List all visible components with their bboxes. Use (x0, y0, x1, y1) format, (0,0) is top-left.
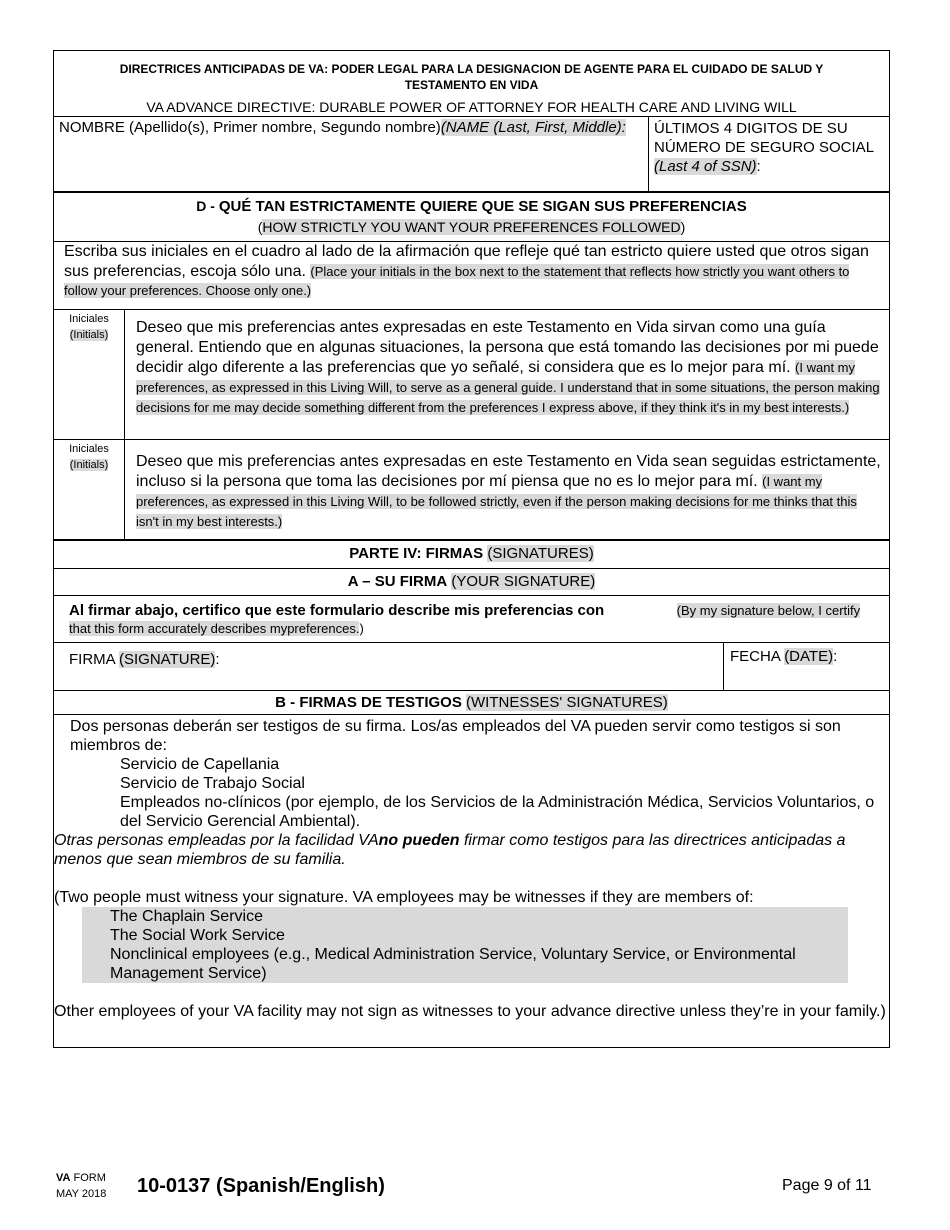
option-general-guide: Iniciales (Initials) Deseo que mis preferencias antes expresadas en este Testamento en Vida sirvan como una guía general. Entiendo que en algunas situaciones, la persona que está tomando las decisiones por mi puede decidir algo diferente a las preferencias que yo señalé, si considera que es lo mejor para mí. (I want my preferences, as expressed in this Living Will, to serve as a general guide. I understand that in some situations, the person making decisions for me may decide something different from the preferences I express above, if they think it's in my best interests.) (54, 309, 889, 439)
signature-date-row (54, 642, 889, 690)
witness-instructions: Dos personas deberán ser testigos de su firma. Los/as empleados del VA pueden servir como testigos si son miembros de: Servicio de Capellania Servicio de Trabajo Social Empleados no-clínicos (por ejemplo, de los Servicios de la Administración Médica, Servicios Voluntarios, o del Servicio Gerencial Ambiental). Otras personas empleadas por la facilidad VAno pueden firmar como testigos para las directrices anticipadas a menos que sean miembros de su familia. (Two people must witness your signature. VA employees may be witnesses if they are members of: The Chaplain Service The Social Work Service Nonclinical employees (e.g., Medical Administration Service, Voluntary Service, or Environmental Management Service) Other employees of your VA facility may not sign as witnesses to your advance directive unless they’re in your family.) (54, 714, 889, 1047)
section-b-heading: B - FIRMAS DE TESTIGOS (WITNESSES' SIGNATURES) (54, 690, 889, 714)
section-d-instructions: Escriba sus iniciales en el cuadro al lado de la afirmación que refleje qué tan estricto quiere usted que otros sigan sus preferencias, escoja sólo una. (Place your initials in the box next to the statement that reflects how strictly you want others to follow your preferences. Choose only one.) (54, 241, 889, 311)
form-number: 10-0137 (Spanish/English) (137, 1175, 385, 1197)
name-ssn-row (54, 116, 889, 191)
signature-field[interactable]: FIRMA (SIGNATURE): (69, 651, 220, 668)
date-field[interactable]: FECHA (DATE): (723, 643, 889, 690)
option-strict: Iniciales (Initials) Deseo que mis preferencias antes expresadas en este Testamento en Vida sean seguidas estrictamente, incluso si la persona que toma las decisiones por mí piensa que no es lo mejor para mí. (I want my preferences, as expressed in this Living Will, to be followed strictly, even if the person making decisions for me thinks that this isn't in my best interests.) (54, 439, 889, 539)
part-iv-heading: PARTE IV: FIRMAS (SIGNATURES) (54, 539, 889, 568)
witness-list-es: Servicio de Capellania Servicio de Trabajo Social Empleados no-clínicos (por ejemplo, de los Servicios de la Administración Médica, Servicios Voluntarios, o del Servicio Gerencial Ambiental). (120, 756, 875, 830)
ssn-field[interactable]: ÚLTIMOS 4 DIGITOS DE SU NÚMERO DE SEGURO SOCIAL (Last 4 of SSN): (648, 117, 889, 191)
section-d-heading: D - QUÉ TAN ESTRICTAMENTE QUIERE QUE SE SIGAN SUS PREFERENCIAS (HOW STRICTLY YOU WANT YOUR PREFERENCES FOLLOWED) (54, 191, 889, 241)
initials-box[interactable]: Iniciales (Initials) (54, 310, 125, 439)
initials-box[interactable]: Iniciales (Initials) (54, 440, 125, 539)
form-edition: VA FORM MAY 2018 (56, 1172, 107, 1200)
signature-statement: Al firmar abajo, certifico que este formulario describe mis preferencias con (By my signature below, I certify that this form accurately describes mypreferences.) (54, 595, 889, 642)
page-number: Page 9 of 11 (782, 1177, 872, 1194)
form-page (53, 50, 890, 1048)
witness-note-es: Otras personas empleadas por la facilidad VAno pueden firmar como testigos para las directrices anticipadas a menos que sean miembros de su familia. (54, 832, 846, 868)
section-a-heading: A – SU FIRMA (YOUR SIGNATURE) (54, 568, 889, 595)
form-title-en: VA ADVANCE DIRECTIVE: DURABLE POWER OF ATTORNEY FOR HEALTH CARE AND LIVING WILL (146, 99, 797, 115)
form-title-es: DIRECTRICES ANTICIPADAS DE VA: PODER LEGAL PARA LA DESIGNACION DE AGENTE PARA EL CUIDADO DE SALUD Y TESTAMENTO EN VIDA (119, 62, 824, 92)
name-field-label[interactable]: NOMBRE (Apellido(s), Primer nombre, Segundo nombre)(NAME (Last, First, Middle): (59, 119, 626, 136)
witness-list-en: The Chaplain Service The Social Work Service Nonclinical employees (e.g., Medical Administration Service, Voluntary Service, or Environmental Management Service) (82, 907, 848, 983)
